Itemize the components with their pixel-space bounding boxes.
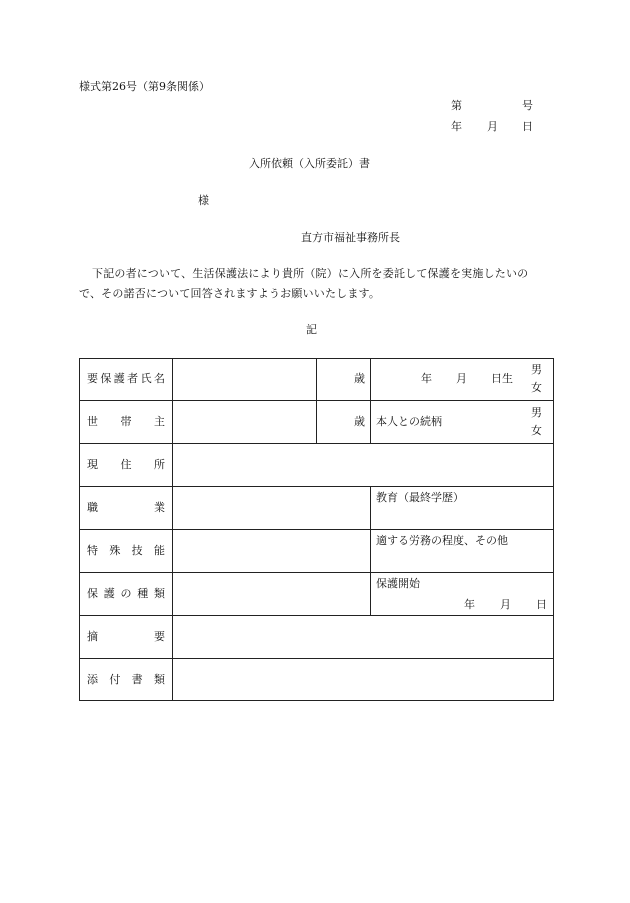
label-special-skills: 特 殊 技 能 xyxy=(87,544,165,557)
date-month: 月 xyxy=(487,120,498,133)
form-number: 様式第26号（第9条関係） xyxy=(79,80,210,93)
birth-month-label: 月 xyxy=(456,372,467,385)
age-unit-2: 歳 xyxy=(354,415,365,428)
female-option-1[interactable]: 女 xyxy=(531,381,542,394)
doc-number-suffix: 号 xyxy=(522,99,533,112)
label-occupation: 職 業 xyxy=(87,501,165,514)
addressee-suffix: 様 xyxy=(198,194,209,207)
special-skills-field[interactable] xyxy=(174,531,369,571)
label-household-head: 世 帯 主 xyxy=(87,415,165,428)
male-option-1[interactable]: 男 xyxy=(531,363,542,376)
protection-start-label: 保護開始 xyxy=(376,577,420,590)
female-option-2[interactable]: 女 xyxy=(531,424,542,437)
relationship-label: 本人との続柄 xyxy=(376,415,442,428)
attached-documents-field[interactable] xyxy=(174,660,552,699)
education-label: 教育（最終学歴） xyxy=(376,491,464,504)
ki-label: 記 xyxy=(306,323,317,336)
protection-start-year: 年 xyxy=(464,598,475,611)
label-summary: 摘 要 xyxy=(87,630,165,643)
protection-start-month: 月 xyxy=(500,598,511,611)
label-protected-person-name: 要 保 護 者 氏 名 xyxy=(87,372,165,385)
work-capacity-label: 適する労務の程度、その他 xyxy=(376,534,508,547)
application-table xyxy=(79,358,554,701)
male-option-2[interactable]: 男 xyxy=(531,406,542,419)
summary-field[interactable] xyxy=(174,617,552,657)
label-current-address: 現 住 所 xyxy=(87,458,165,471)
label-attached-documents: 添 付 書 類 xyxy=(87,673,165,686)
age-unit-1: 歳 xyxy=(354,372,365,385)
protection-type-field[interactable] xyxy=(174,574,369,614)
date-year: 年 xyxy=(451,120,462,133)
birth-year-label: 年 xyxy=(421,372,432,385)
sender: 直方市福祉事務所長 xyxy=(301,231,400,244)
protected-person-name-field[interactable] xyxy=(174,359,315,400)
protection-start-day: 日 xyxy=(536,598,547,611)
page-title: 入所依頼（入所委託）書 xyxy=(249,157,370,170)
date-day: 日 xyxy=(522,120,533,133)
household-head-field[interactable] xyxy=(174,402,315,442)
current-address-field[interactable] xyxy=(174,445,552,485)
body-line-2: で、その諾否について回答されますようお願いいたします。 xyxy=(79,287,381,300)
label-protection-type: 保 護 の 種 類 xyxy=(87,587,165,600)
doc-number-prefix: 第 xyxy=(451,99,462,112)
occupation-field[interactable] xyxy=(174,488,369,528)
birth-day-label: 日生 xyxy=(491,372,513,385)
body-line-1: 下記の者について、生活保護法により貴所（院）に入所を委託して保護を実施したいの xyxy=(92,267,529,280)
